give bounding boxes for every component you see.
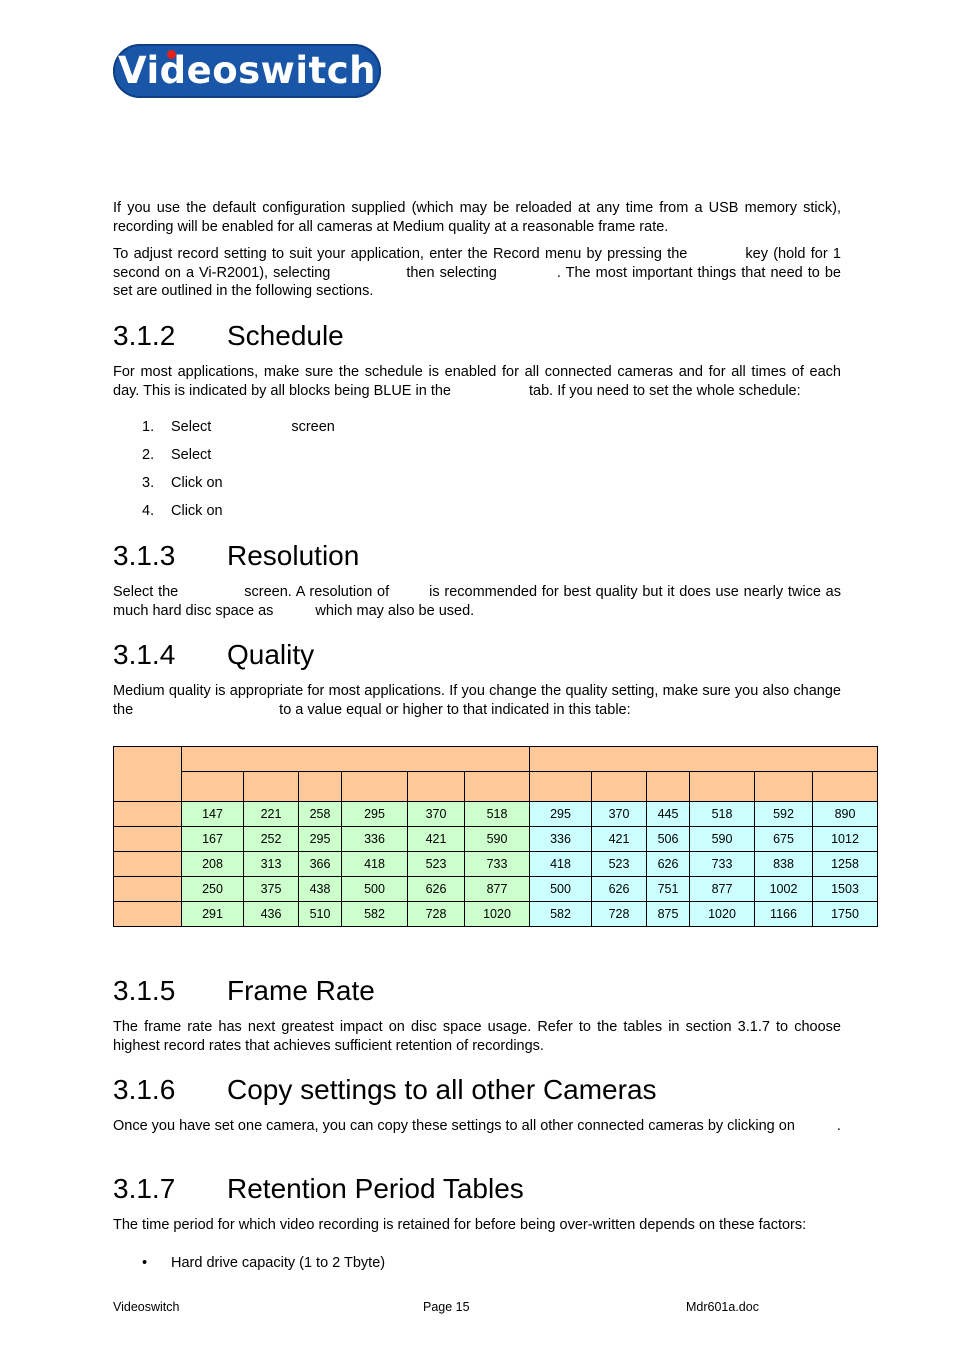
heading-3-1-5 bbox=[113, 975, 375, 1007]
intro-p2-part-c: then selecting bbox=[406, 264, 497, 281]
step-number: 4. bbox=[142, 503, 155, 519]
section-title: Retention Period Tables bbox=[227, 1173, 524, 1204]
table-cell: 626 bbox=[408, 877, 465, 902]
table-cell: 445 bbox=[647, 802, 690, 827]
table-column-header bbox=[342, 772, 408, 802]
heading-3-1-7 bbox=[113, 1173, 524, 1205]
table-cell: 626 bbox=[592, 877, 647, 902]
table-row bbox=[114, 852, 878, 877]
table-cell: 370 bbox=[408, 802, 465, 827]
schedule-step-2 bbox=[142, 446, 211, 464]
footer-filename: Mdr601a.doc bbox=[686, 1300, 759, 1314]
table-cell: 518 bbox=[465, 802, 530, 827]
table-cell: 733 bbox=[690, 852, 755, 877]
table-cell: 436 bbox=[244, 902, 299, 927]
table-cell: 523 bbox=[592, 852, 647, 877]
quality-p-part-a: Medium quality is appropriate for most applications. If you change the quality setting, make sure you also change the bbox=[113, 683, 841, 718]
table-column-header bbox=[182, 772, 244, 802]
table-cell: 838 bbox=[755, 852, 813, 877]
section-number: 3.1.7 bbox=[113, 1173, 176, 1204]
resolution-p-part-d: which may also be used. bbox=[315, 602, 475, 619]
table-cell: 890 bbox=[813, 802, 878, 827]
table-cell: 728 bbox=[408, 902, 465, 927]
section-number: 3.1.4 bbox=[113, 639, 176, 670]
quality-bitrate-table bbox=[113, 746, 878, 927]
table-cell: 877 bbox=[465, 877, 530, 902]
table-cell: 510 bbox=[299, 902, 342, 927]
table-cell: 252 bbox=[244, 827, 299, 852]
schedule-p-part-a: For most applications, make sure the schedule is enabled for all connected cameras and for all times of each day. This is indicated by all blocks being BLUE in the bbox=[113, 364, 841, 399]
table-column-header bbox=[592, 772, 647, 802]
table-row-label bbox=[114, 877, 182, 902]
frame-rate-paragraph: The frame rate has next greatest impact on disc space usage. Refer to the tables in section 3.1.7 to choose highest record rates that achieves sufficient retention of recordings. bbox=[113, 1019, 841, 1054]
table-header-row-2 bbox=[114, 772, 878, 802]
table-cell: 877 bbox=[690, 877, 755, 902]
table-cell: 728 bbox=[592, 902, 647, 927]
schedule-paragraph bbox=[113, 363, 841, 400]
table-row-label bbox=[114, 802, 182, 827]
resolution-p-part-a: Select the bbox=[113, 584, 179, 600]
quality-paragraph bbox=[113, 682, 841, 719]
table-cell: 500 bbox=[530, 877, 592, 902]
copy-settings-paragraph bbox=[113, 1117, 841, 1136]
table-cell: 258 bbox=[299, 802, 342, 827]
table-cell: 208 bbox=[182, 852, 244, 877]
table-cell: 1020 bbox=[465, 902, 530, 927]
intro-paragraph-2 bbox=[113, 245, 841, 301]
table-cell: 626 bbox=[647, 852, 690, 877]
table-cell: 418 bbox=[342, 852, 408, 877]
schedule-step-3 bbox=[142, 474, 223, 492]
table-cell: 751 bbox=[647, 877, 690, 902]
table-cell: 250 bbox=[182, 877, 244, 902]
heading-3-1-2 bbox=[113, 320, 344, 352]
table-cell: 1258 bbox=[813, 852, 878, 877]
table-cell: 295 bbox=[299, 827, 342, 852]
step-text: Click on bbox=[171, 475, 223, 491]
table-row-label bbox=[114, 827, 182, 852]
table-cell: 313 bbox=[244, 852, 299, 877]
table-cell: 1012 bbox=[813, 827, 878, 852]
footer-page-number: Page 15 bbox=[423, 1300, 470, 1314]
section-number: 3.1.5 bbox=[113, 975, 176, 1006]
intro-paragraph-1: If you use the default configuration supplied (which may be reloaded at any time from a USB memory stick), recording will be enabled for all cameras at Medium quality at a reasonable frame rate. bbox=[113, 200, 841, 235]
table-corner-cell bbox=[114, 747, 182, 802]
table-cell: 418 bbox=[530, 852, 592, 877]
table-cell: 375 bbox=[244, 877, 299, 902]
table-cell: 438 bbox=[299, 877, 342, 902]
table-cell: 1503 bbox=[813, 877, 878, 902]
table-column-header bbox=[647, 772, 690, 802]
intro-p2-part-a: To adjust record setting to suit your application, enter the Record menu by pressing the bbox=[113, 246, 688, 262]
heading-3-1-4 bbox=[113, 639, 314, 671]
heading-3-1-6 bbox=[113, 1074, 657, 1106]
resolution-paragraph bbox=[113, 583, 841, 620]
table-row bbox=[114, 802, 878, 827]
table-header-row-1 bbox=[114, 747, 878, 772]
section-number: 3.1.6 bbox=[113, 1074, 176, 1105]
table-cell: 506 bbox=[647, 827, 690, 852]
table-cell: 1002 bbox=[755, 877, 813, 902]
table-row bbox=[114, 827, 878, 852]
table-cell: 582 bbox=[530, 902, 592, 927]
table-row bbox=[114, 902, 878, 927]
table-cell: 295 bbox=[530, 802, 592, 827]
table-cell: 518 bbox=[690, 802, 755, 827]
bullet-text: Hard drive capacity (1 to 2 Tbyte) bbox=[171, 1255, 386, 1271]
step-text: Select bbox=[171, 447, 212, 463]
section-title: Schedule bbox=[227, 320, 344, 351]
step-text: Select bbox=[171, 419, 212, 435]
table-cell: 875 bbox=[647, 902, 690, 927]
table-column-header bbox=[408, 772, 465, 802]
heading-3-1-3 bbox=[113, 540, 359, 572]
step-number: 3. bbox=[142, 475, 155, 491]
step-tail: screen bbox=[291, 419, 335, 435]
resolution-p-part-b: screen. A resolution of bbox=[244, 584, 390, 600]
step-number: 1. bbox=[142, 419, 155, 435]
retention-bullet-1 bbox=[142, 1254, 385, 1272]
table-group-header-1 bbox=[182, 747, 530, 772]
logo-text: Videoswitch bbox=[117, 49, 376, 92]
copy-p-part-a: Once you have set one camera, you can copy these settings to all other connected cameras by clicking on bbox=[113, 1118, 795, 1134]
table-body bbox=[114, 802, 878, 927]
table-cell: 167 bbox=[182, 827, 244, 852]
table-column-header bbox=[530, 772, 592, 802]
section-number: 3.1.3 bbox=[113, 540, 176, 571]
table-cell: 147 bbox=[182, 802, 244, 827]
table-cell: 523 bbox=[408, 852, 465, 877]
table-cell: 1750 bbox=[813, 902, 878, 927]
table-cell: 295 bbox=[342, 802, 408, 827]
retention-paragraph: The time period for which video recording is retained for before being over-written depends on these factors: bbox=[113, 1217, 807, 1233]
table-row-label bbox=[114, 852, 182, 877]
bullet-dot: • bbox=[142, 1255, 148, 1271]
table-row-label bbox=[114, 902, 182, 927]
section-title: Frame Rate bbox=[227, 975, 375, 1006]
table-cell: 582 bbox=[342, 902, 408, 927]
table-cell: 336 bbox=[530, 827, 592, 852]
table-cell: 421 bbox=[408, 827, 465, 852]
table-column-header bbox=[690, 772, 755, 802]
table-column-header bbox=[755, 772, 813, 802]
table-cell: 675 bbox=[755, 827, 813, 852]
section-title: Quality bbox=[227, 639, 315, 670]
intro-p2-part-d: . The most important things that need to be set are outlined in the following sections. bbox=[113, 264, 841, 299]
table-cell: 733 bbox=[465, 852, 530, 877]
table-cell: 592 bbox=[755, 802, 813, 827]
table-cell: 1166 bbox=[755, 902, 813, 927]
table-column-header bbox=[813, 772, 878, 802]
step-number: 2. bbox=[142, 447, 155, 463]
section-title: Resolution bbox=[227, 540, 360, 571]
section-number: 3.1.2 bbox=[113, 320, 176, 351]
table-cell: 421 bbox=[592, 827, 647, 852]
table-cell: 291 bbox=[182, 902, 244, 927]
table-cell: 336 bbox=[342, 827, 408, 852]
footer-left: Videoswitch bbox=[113, 1300, 180, 1314]
table-cell: 500 bbox=[342, 877, 408, 902]
table-group-header-2 bbox=[530, 747, 878, 772]
table-column-header bbox=[465, 772, 530, 802]
copy-p-part-b: . bbox=[836, 1118, 841, 1134]
table-cell: 590 bbox=[465, 827, 530, 852]
table-cell: 1020 bbox=[690, 902, 755, 927]
table-cell: 370 bbox=[592, 802, 647, 827]
resolution-p-part-c: is recommended for best quality but it does use nearly twice as much hard disc space as bbox=[113, 584, 841, 619]
intro-p2-part-b: key (hold for 1 second on a Vi-R2001), selecting bbox=[113, 246, 841, 281]
quality-p-part-b: to a value equal or higher to that indicated in this table: bbox=[279, 701, 631, 718]
schedule-step-4 bbox=[142, 502, 223, 520]
videoswitch-logo bbox=[113, 44, 381, 98]
section-title: Copy settings to all other Cameras bbox=[227, 1074, 657, 1105]
table-column-header bbox=[244, 772, 299, 802]
schedule-step-1 bbox=[142, 418, 335, 436]
table-cell: 590 bbox=[690, 827, 755, 852]
schedule-p-part-b: tab. If you need to set the whole schedule: bbox=[528, 382, 801, 399]
step-text: Click on bbox=[171, 503, 223, 519]
table-cell: 221 bbox=[244, 802, 299, 827]
table-row bbox=[114, 877, 878, 902]
table-cell: 366 bbox=[299, 852, 342, 877]
table-column-header bbox=[299, 772, 342, 802]
